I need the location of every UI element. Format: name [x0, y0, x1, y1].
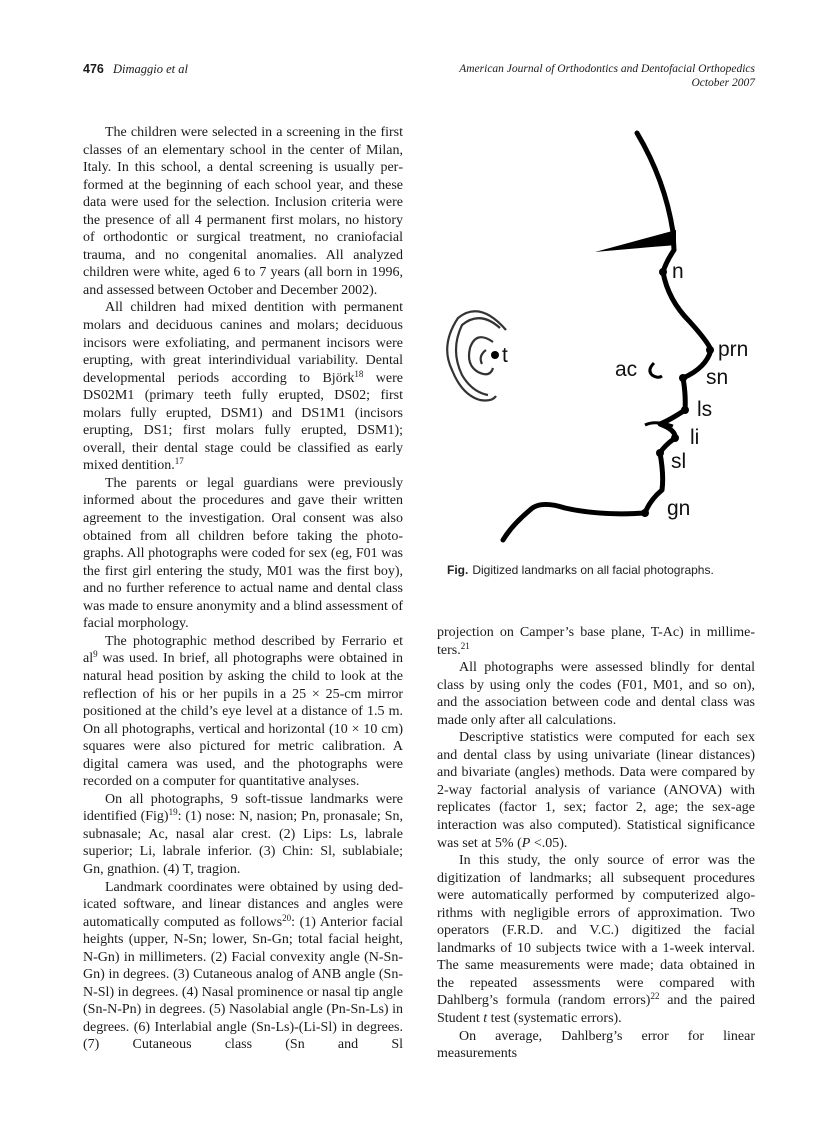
- paragraph-text: The parents or legal guardians were previously informed about the procedures and gave their written agreement to the investigation. Oral consent was also obtained from all children before taking the photographs. All photographs were coded for sex (eg, F01 was the first girl entering the study, M01 was the first boy), and no further reference to actual name and dental class was made to ensure anonymity and a blind assessment of facial morphology.: [83, 475, 403, 632]
- citation-superscript[interactable]: 22: [650, 991, 660, 1002]
- citation-superscript[interactable]: 17: [174, 456, 184, 467]
- authors: Dimaggio et al: [112, 62, 188, 76]
- citation-superscript[interactable]: 18: [354, 368, 364, 379]
- landmark-label-ls: ls: [697, 398, 713, 421]
- citation-superscript[interactable]: 9: [93, 649, 98, 660]
- landmark-label-gn: gn: [667, 497, 691, 520]
- paragraph: [83, 633, 403, 791]
- face-profile: [503, 133, 711, 540]
- paragraph-text: In this study, the only source of error was the digitization of landmarks; all subsequent procedures were automatically performed by computerized algorithms with negligible errors of approximation. Two operators (F.R.D. and V.C.) digitized the facial landmarks of 10 subjects twice with a 1-week interval. The same measurements were made; data obtained in the repeated assessments were compared with Dahlberg’s formula (random errors): [437, 853, 755, 1009]
- landmark-label-sn: sn: [706, 366, 729, 389]
- paragraph-text: and the paired Student: [437, 993, 756, 1027]
- right-column: [437, 624, 755, 1063]
- paragraph-text: were DS02M1 (primary teeth fully erupted, DS02; first molars fully erupted, DSM1) and DS1M1 (incisors erupting, DS1; first molars fully erupted, DSM1); overall, their dental stage could be classified as early mixed dentition.: [83, 370, 403, 474]
- paragraph-text: The children were selected in a screening in the first classes of an elementary school in the center of Milan, Italy. In this school, a dental screening is usually performed at the beginning of each school year, and these data were used for the selection. Inclusion criteria were the presence of all 4 permanent first molars, no history of orthodontic or surgical treatment, no craniofacial trauma, and no congenital anomalies. All analyzed children were white, aged 6 to 7 years (all born in 1996, and assessed between October and December 2002).: [83, 125, 403, 298]
- issue-date: October 2007: [691, 77, 755, 89]
- page-number: 476: [83, 62, 104, 76]
- landmark-label-t: t: [502, 344, 508, 367]
- italic-text: P: [521, 835, 531, 851]
- paragraph-text: <.05).: [530, 835, 568, 851]
- paragraph: [437, 1028, 755, 1063]
- paragraph: [83, 879, 403, 1054]
- paragraph-text: test (systematic errors).: [487, 1011, 622, 1027]
- paragraph: [437, 852, 755, 1027]
- paragraph-text: On average, Dahlberg’s error for linear measurements: [437, 1028, 755, 1062]
- figure-caption: [447, 563, 714, 577]
- paragraph: [83, 791, 403, 879]
- paragraph: [437, 659, 755, 729]
- landmark-label-n: n: [672, 260, 684, 283]
- paragraph-text: All photographs were assessed blindly for dental class by using only the codes (F01, M01, and so on), and the association between code and dental class was made only after all calculations.: [437, 660, 755, 728]
- left-column: [83, 124, 403, 1054]
- paragraph-text: : (1) nose: N, nasion; Pn, pronasale; Sn, subnasale; Ac, nasal alar crest. (2) Lips: Ls, labrale superior; Li, labrale inferior. (3) Chin: Sl, sublabiale; Gn, gnathion. (4) T, tragion.: [83, 809, 403, 877]
- running-header-right: [459, 62, 755, 90]
- citation-superscript[interactable]: 21: [460, 640, 470, 651]
- italic-text: t: [483, 1011, 488, 1027]
- landmark-label-sl: sl: [671, 450, 687, 473]
- paragraph-text: projection on Camper’s base plane, T-Ac) in millimeters.: [437, 625, 755, 658]
- citation-superscript[interactable]: 20: [282, 912, 292, 923]
- paragraph-text: Landmark coordinates were obtained by using dedicated software, and linear distances and angles were automatically computed as follows: [83, 879, 403, 930]
- alar-crest-mark: [650, 363, 662, 377]
- paragraph-text: The photographic method described by Ferrario et al: [83, 633, 403, 667]
- paragraph: [83, 299, 403, 474]
- running-header-left: [83, 62, 188, 77]
- landmark-label-prn: prn: [718, 338, 749, 361]
- paragraph-text: All children had mixed dentition with permanent molars and deciduous canines and molars; deciduous incisors were exfoliating, and permanent incisors were erupting, with great interindividual variability. Dental developmental periods according to Björk: [83, 300, 403, 386]
- facial-landmarks-figure: [430, 120, 760, 560]
- journal-title: American Journal of Orthodontics and Dentofacial Orthopedics: [459, 63, 755, 75]
- paragraph-text: : (1) Anterior facial heights (upper, N-Sn; lower, Sn-Gn; total facial height, N-Gn) in millimeters. (2) Facial convexity angle (N-Sn-Gn) in degrees. (3) Cutaneous analog of ANB angle (Sn-N-Sl) in degrees. (4) Nasal prominence or nasal tip angle (Sn-N-Pn) in degrees. (5) Nasolabial angle (Pn-Sn-Ls) in degrees. (6) Interlabial angle (Sn-Ls)-(Li-Sl) in degrees. (7) Cutaneous class (Sn and Sl: [83, 914, 404, 1053]
- paragraph: [437, 729, 755, 852]
- paragraph: [83, 475, 403, 633]
- paragraph: [437, 624, 755, 659]
- paragraph: [83, 124, 403, 299]
- citation-superscript[interactable]: 19: [168, 807, 178, 818]
- figure-caption-text: Digitized landmarks on all facial photographs.: [472, 563, 714, 577]
- paragraph-text: was used. In brief, all photographs were obtained in natural head position by asking the child to look at the reflection of his or her pupils in a 25 × 25-cm mirror positioned at the child’s eye level at a distance of 1.5 m. On all photographs, vertical and horizontal (10 × 10 cm) squares were also pictured for metric calibration. A digital camera was used, and the photographs were recorded on a computer for quantitative analyses.: [83, 651, 403, 790]
- figure-caption-label: Fig.: [447, 563, 469, 577]
- landmark-label-ac: ac: [615, 358, 638, 381]
- landmark-label-li: li: [690, 426, 700, 449]
- paragraph-text: Descriptive statistics were computed for each sex and dental class by using univariate (linear distances) and bivariate (angles) methods. Data were compared by 2-way factorial analysis of variance (ANOVA) with replicates (factor 1, sex; factor 2, age; the sex-age interaction was also computed). Statistical significance was set at 5% (: [437, 730, 755, 851]
- landmark-dots: [491, 268, 714, 517]
- eyebrow-shape: [595, 230, 676, 252]
- paragraph-text: On all photographs, 9 soft-tissue landmarks were identified (Fig): [83, 791, 403, 825]
